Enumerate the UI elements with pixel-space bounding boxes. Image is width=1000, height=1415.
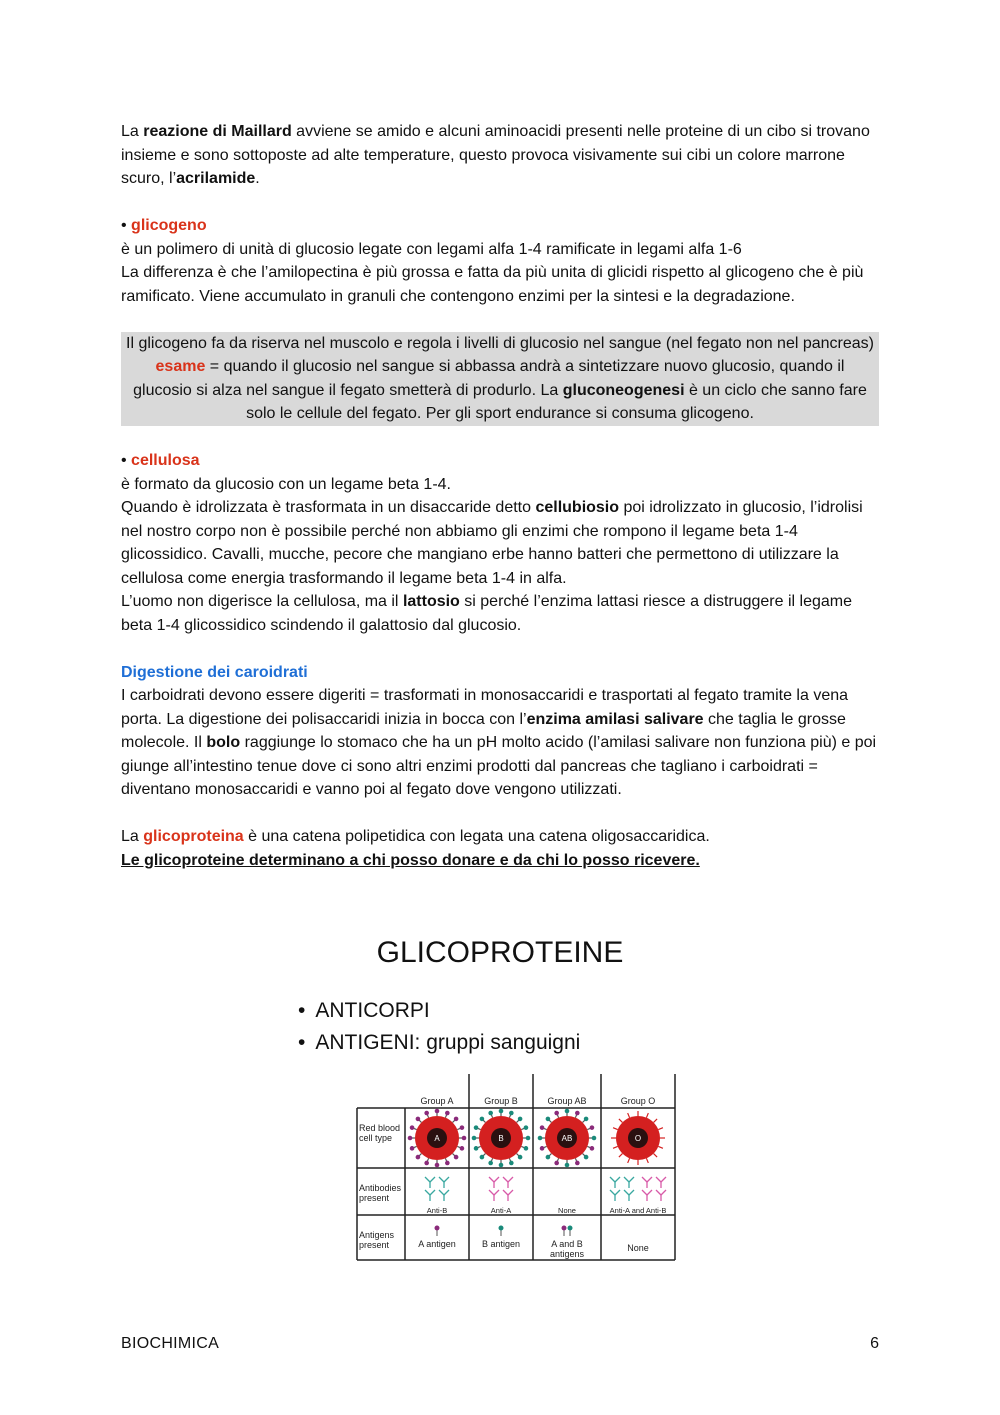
antigen-marker [575,1111,580,1116]
cell-letter: AB [561,1134,573,1143]
antigen-marker [546,1117,551,1122]
antibody-shape [656,1190,661,1195]
highlight-box: Il glicogeno fa da riserva nel muscolo e regola i livelli di glucosio nel sangue (nel fegato non nel pancreas) esame = quando il glucosio nel sangue si abbassa andrà a sintetizzare nuovo glucosio, quando il glucosio si alza nel sangue il fegato smetterà di produrlo. La gluconeogenesi è un ciclo che sanno fare solo le cellule del fegato. Per gli sport endurance si consuma glicogeno. [121,332,879,426]
antibody-shape [661,1177,666,1182]
antigen-marker [565,1163,570,1168]
antibody-shape [647,1190,652,1195]
antigen-marker [526,1136,531,1141]
antigen-marker [524,1146,529,1151]
antibody-label: None [558,1206,576,1215]
antibody-shape [503,1177,508,1182]
antigen-marker [509,1111,514,1116]
antibody-shape [503,1190,508,1195]
antigen-marker [540,1125,545,1130]
antibody-shape [425,1177,430,1182]
antigen-stalk [613,1146,618,1148]
page-number: 6 [870,1335,879,1352]
antibody-shape [647,1177,652,1182]
antibody-shape [629,1190,634,1195]
antigen-marker [410,1146,415,1151]
antigen-marker [408,1136,413,1141]
paragraph-glicogeno-2: La differenza è che l’amilopectina è più grossa e fatta da più unita di glicidi rispetto al glicogeno che è più ramificato. Viene accumulato in granuli che contengono enzimi per la sintesi e la degradazione. [121,264,864,305]
blood-group-table [350,1070,685,1265]
antigen-stalk [654,1119,658,1123]
antigen-stalk [619,1154,623,1158]
heading-cellulosa: • cellulosa [121,452,200,469]
antibody-shape [642,1190,647,1195]
antibody-label: Anti-B [426,1206,448,1215]
antibody-shape [444,1177,449,1182]
antigen-marker [416,1155,421,1160]
antigen-marker [562,1226,567,1231]
antigen-marker [568,1226,573,1231]
antibody-label: Anti-A and Anti-B [609,1206,667,1215]
slide-title: GLICOPROTEINE [376,936,624,969]
antigen-marker [518,1117,523,1122]
antigen-label: None [627,1243,649,1253]
paragraph-cellulosa-3: L’uomo non digerisce la cellulosa, ma il lattosio si perché l’enzima lattasi riesce a distruggere il legame beta 1-4 glicossidico scindendo il galattosio dal glucosio. [121,593,853,634]
antigen-stalk [654,1154,658,1158]
antigen-label: B antigen [481,1239,521,1249]
antigen-marker [435,1109,440,1114]
antigen-stalk [628,1158,630,1163]
antigen-label: A antigen [418,1239,456,1249]
antigen-marker [445,1161,450,1166]
group-header: Group B [484,1096,518,1106]
antibody-shape [439,1177,444,1182]
antigen-marker [435,1226,440,1231]
antigen-marker [488,1111,493,1116]
antigen-marker [454,1117,459,1122]
antigen-marker [462,1136,467,1141]
antigen-marker [445,1111,450,1116]
row-label: present [359,1240,390,1250]
antigen-marker [480,1117,485,1122]
antigen-marker [460,1125,465,1130]
footer-subject: BIOCHIMICA [121,1335,220,1352]
antibody-shape [656,1177,661,1182]
antigen-marker [472,1136,477,1141]
antigen-marker [454,1155,459,1160]
antibody-label: Anti-A [490,1206,512,1215]
antigen-marker [488,1161,493,1166]
antibody-shape [489,1177,494,1182]
antigen-marker [499,1163,504,1168]
antigen-marker [499,1226,504,1231]
antigen-marker [410,1125,415,1130]
cell-letter: B [498,1134,504,1143]
antibody-shape [494,1190,499,1195]
antigen-marker [524,1125,529,1130]
paragraph-cellulosa-2: Quando è idrolizzata è trasformata in un disaccaride detto cellubiosio poi idrolizzato in glucosio, l’idrolisi nel nostro corpo non è possibile perché non abbiamo gli enzimi che rompono il legame beta 1-4 glicossidico. Cavalli, mucche, pecore che mangiano erbe hanno batteri che permettono di utilizzare la cellulosa come energia trasformando il legame beta 1-4 in alfa. [121,499,863,587]
antibody-shape [624,1177,629,1182]
antigen-marker [480,1155,485,1160]
antibody-shape [615,1190,620,1195]
row-label: Red blood [359,1123,401,1133]
antibody-shape [439,1190,444,1195]
group-header: Group A [420,1096,454,1106]
antigen-marker [540,1146,545,1151]
heading-glicogeno: • glicogeno [121,217,207,234]
antigen-label: A and B [551,1239,583,1249]
row-label: present [359,1193,390,1203]
antibody-shape [508,1190,513,1195]
slide-bullet-list [298,995,580,1059]
antibody-shape [444,1190,449,1195]
antibody-shape [489,1190,494,1195]
antibody-shape [642,1177,647,1182]
slide-bullet: • ANTIGENI: gruppi sanguigni [298,1031,581,1054]
antigen-marker [590,1146,595,1151]
paragraph-digestione: I carboidrati devono essere digeriti = trasformati in monosaccaridi e trasportati al fegato tramite la vena porta. La digestione dei polisaccaridi inizia in bocca con l’enzima amilasi salivare che taglia le grosse molecole. Il bolo raggiunge lo stomaco che ha un pH molto acido (l’amilasi salivare non funziona più) e poi giunge all’intestino tenue dove ci sono altri enzimi prodotti dal pancreas che tagliano i carboidrati = diventano monosaccaridi e vanno poi al fegato dove vengono utilizzati. [121,687,877,798]
antigen-marker [416,1117,421,1122]
row-label: Antibodies [359,1183,402,1193]
group-header: Group O [620,1096,656,1106]
paragraph-cellulosa-1: è formato da glucosio con un legame beta 1-4. [121,475,451,493]
paragraph-maillard: La reazione di Maillard avviene se amido e alcuni aminoacidi presenti nelle proteine di un cibo si trovano insieme e sono sottoposte ad alte temperature, questo provoca visivamente sui cibi un colore marrone scuro, l’acrilamide. [121,123,870,187]
antigen-marker [474,1146,479,1151]
antigen-marker [554,1111,559,1116]
cell-letter: A [434,1134,440,1143]
antibody-shape [610,1177,615,1182]
antigen-stalk [658,1146,663,1148]
antigen-marker [584,1117,589,1122]
antibody-shape [425,1190,430,1195]
antibody-shape [629,1177,634,1182]
antigen-marker [565,1109,570,1114]
blood-group-diagram [350,1070,685,1265]
antigen-marker [554,1161,559,1166]
antibody-shape [494,1177,499,1182]
antigen-marker [575,1161,580,1166]
antigen-stalk [646,1113,648,1118]
paragraph-glicoproteina: La glicoproteina è una catena polipetidica con legata una catena oligosaccaridica. [121,828,710,845]
antigen-stalk [613,1128,618,1130]
antigen-marker [546,1155,551,1160]
row-label: cell type [359,1133,393,1143]
underlined-statement: Le glicoproteine determinano a chi posso donare e da chi lo posso ricevere. [121,851,700,869]
antigen-marker [509,1161,514,1166]
antibody-shape [615,1177,620,1182]
antigen-marker [590,1125,595,1130]
antigen-marker [474,1125,479,1130]
antigen-marker [584,1155,589,1160]
antigen-stalk [619,1119,623,1123]
antigen-marker [518,1155,523,1160]
group-header: Group AB [547,1096,587,1106]
antibody-shape [508,1177,513,1182]
document-body [121,120,879,872]
antibody-shape [661,1190,666,1195]
antibody-shape [430,1177,435,1182]
antibody-shape [610,1190,615,1195]
antigen-marker [538,1136,543,1141]
antigen-marker [499,1109,504,1114]
slide-bullet: • ANTICORPI [298,999,430,1022]
antigen-marker [435,1163,440,1168]
antigen-stalk [658,1128,663,1130]
antigen-stalk [646,1158,648,1163]
antigen-label: antigens [549,1249,585,1259]
antigen-stalk [628,1113,630,1118]
row-label: Antigens [359,1230,395,1240]
antibody-shape [430,1190,435,1195]
antigen-marker [460,1146,465,1151]
antibody-shape [624,1190,629,1195]
paragraph-glicogeno-1: è un polimero di unità di glucosio legate con legami alfa 1-4 ramificate in legami alfa 1-6 [121,240,742,258]
antigen-marker [592,1136,597,1141]
antigen-marker [424,1161,429,1166]
antigen-marker [424,1111,429,1116]
cell-letter: O [634,1134,642,1143]
heading-digestione: Digestione dei caroidrati [121,663,308,681]
